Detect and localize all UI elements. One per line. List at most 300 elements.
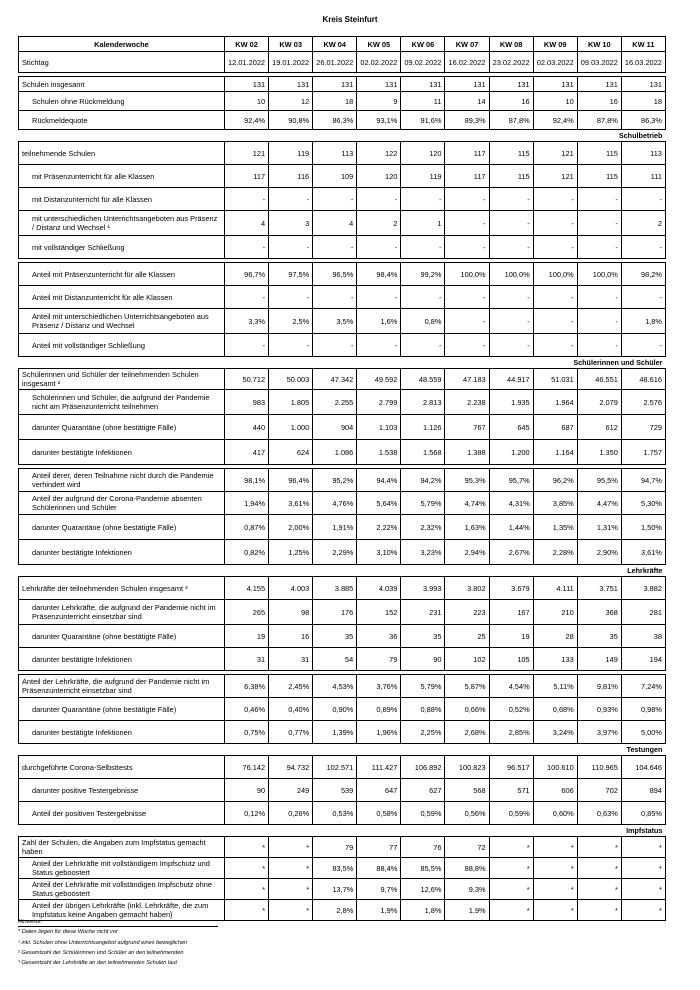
value-cell: 9,7%	[357, 879, 401, 900]
value-cell: *	[489, 900, 533, 921]
value-cell: 44.917	[489, 369, 533, 390]
value-cell: 729	[621, 415, 665, 440]
stichtag-row	[19, 52, 666, 73]
notes-heading: Hinweise:	[18, 919, 43, 925]
row-label: darunter Lehrkräfte, die aufgrund der Pandemie nicht im Präsenzunterricht einsetzbar sind	[19, 600, 225, 625]
value-cell: 3.802	[445, 577, 489, 600]
value-cell: 96,7%	[225, 263, 269, 286]
value-cell: 0,56%	[445, 802, 489, 825]
row-label: Rückmeldequote	[19, 111, 225, 130]
row-label: Anteil mit Distanzunterricht für alle Klassen	[19, 286, 225, 309]
header-week: KW 09	[533, 37, 577, 52]
value-cell: 1,94%	[225, 492, 269, 515]
value-cell: -	[489, 334, 533, 357]
row-label: darunter bestätigte Infektionen	[19, 721, 225, 744]
value-cell: 92,4%	[533, 111, 577, 130]
value-cell: 1,39%	[313, 721, 357, 744]
footnote-divider	[18, 926, 218, 927]
value-cell: 1,9%	[445, 900, 489, 921]
value-cell: 2,29%	[313, 540, 357, 565]
value-cell: 3,3%	[225, 309, 269, 334]
value-cell: -	[225, 188, 269, 211]
value-cell: *	[269, 900, 313, 921]
value-cell: 4.111	[533, 577, 577, 600]
value-cell: 79	[357, 648, 401, 671]
table-row	[19, 756, 666, 779]
value-cell: 2,68%	[445, 721, 489, 744]
value-cell: 1.000	[269, 415, 313, 440]
value-cell: 0,98%	[621, 698, 665, 721]
value-cell: 0,75%	[225, 721, 269, 744]
header-label: Kalenderwoche	[19, 37, 225, 52]
section-title: Lehrkräfte	[19, 565, 666, 577]
value-cell: 85,5%	[401, 858, 445, 879]
value-cell: 647	[357, 779, 401, 802]
value-cell: 96,5%	[313, 263, 357, 286]
value-cell: 87,8%	[577, 111, 621, 130]
value-cell: 9,3%	[445, 879, 489, 900]
row-label: Schülerinnen und Schüler der teilnehmenden Schulen insgesamt ²	[19, 369, 225, 390]
value-cell: 95,7%	[489, 469, 533, 492]
value-cell: 702	[577, 779, 621, 802]
table-row	[19, 802, 666, 825]
value-cell: -	[489, 309, 533, 334]
table-row	[19, 77, 666, 92]
value-cell: 97,5%	[269, 263, 313, 286]
value-cell: 50.712	[225, 369, 269, 390]
value-cell: -	[533, 236, 577, 259]
value-cell: -	[621, 286, 665, 309]
header-week: KW 04	[313, 37, 357, 52]
value-cell: 1,31%	[577, 515, 621, 540]
value-cell: 0,59%	[401, 802, 445, 825]
table-row	[19, 515, 666, 540]
header-week: KW 03	[269, 37, 313, 52]
value-cell: 223	[445, 600, 489, 625]
stichtag-date: 02.03.2022	[533, 52, 577, 73]
value-cell: 86,3%	[313, 111, 357, 130]
row-label: Anteil der Lehrkräfte mit vollständigen Impfschutz ohne Status geboostert	[19, 879, 225, 900]
value-cell: 368	[577, 600, 621, 625]
value-cell: 90	[225, 779, 269, 802]
row-label: Anteil mit unterschiedlichen Unterrichtsangeboten aus Präsenz / Distanz und Wechsel	[19, 309, 225, 334]
table-row	[19, 469, 666, 492]
value-cell: 0,90%	[313, 698, 357, 721]
value-cell: 167	[489, 600, 533, 625]
value-cell: 2,45%	[269, 675, 313, 698]
header-week: KW 11	[621, 37, 665, 52]
row-label: Zahl der Schulen, die Angaben zum Impfstatus gemacht haben	[19, 837, 225, 858]
value-cell: 4,74%	[445, 492, 489, 515]
value-cell: 571	[489, 779, 533, 802]
value-cell: -	[269, 334, 313, 357]
value-cell: 102.571	[313, 756, 357, 779]
value-cell: *	[621, 879, 665, 900]
table-row	[19, 492, 666, 515]
value-cell: -	[357, 334, 401, 357]
table-row	[19, 698, 666, 721]
value-cell: 88,8%	[445, 858, 489, 879]
value-cell: *	[577, 900, 621, 921]
value-cell: 14	[445, 92, 489, 111]
value-cell: 102	[445, 648, 489, 671]
value-cell: 89,3%	[445, 111, 489, 130]
value-cell: -	[577, 309, 621, 334]
value-cell: 31	[269, 648, 313, 671]
value-cell: *	[533, 900, 577, 921]
section-title: Impfstatus	[19, 825, 666, 837]
value-cell: -	[489, 236, 533, 259]
value-cell: 35	[401, 625, 445, 648]
value-cell: 1.164	[533, 440, 577, 465]
value-cell: -	[225, 286, 269, 309]
value-cell: 0,68%	[533, 698, 577, 721]
value-cell: 90,8%	[269, 111, 313, 130]
stichtag-date: 09.03.2022	[577, 52, 621, 73]
value-cell: -	[577, 236, 621, 259]
value-cell: 110.965	[577, 756, 621, 779]
table-row	[19, 648, 666, 671]
value-cell: 50.003	[269, 369, 313, 390]
value-cell: 568	[445, 779, 489, 802]
value-cell: 4	[225, 211, 269, 236]
table-row	[19, 111, 666, 130]
value-cell: 54	[313, 648, 357, 671]
value-cell: 5,64%	[357, 492, 401, 515]
value-cell: 5,79%	[401, 675, 445, 698]
value-cell: 100,0%	[489, 263, 533, 286]
value-cell: 35	[577, 625, 621, 648]
section-title: Schulbetrieb	[19, 130, 666, 142]
value-cell: 1.126	[401, 415, 445, 440]
value-cell: 100,0%	[445, 263, 489, 286]
table-row	[19, 779, 666, 802]
value-cell: *	[225, 879, 269, 900]
value-cell: -	[225, 236, 269, 259]
value-cell: 87,8%	[489, 111, 533, 130]
value-cell: 94,7%	[621, 469, 665, 492]
value-cell: 119	[401, 165, 445, 188]
section-title: Testungen	[19, 744, 666, 756]
table-row	[19, 188, 666, 211]
value-cell: 79	[313, 837, 357, 858]
row-label: Anteil der Lehrkräfte mit vollständigem Impfschutz und Status geboostert	[19, 858, 225, 879]
value-cell: 2.079	[577, 390, 621, 415]
row-label: Schulen ohne Rückmeldung	[19, 92, 225, 111]
value-cell: 1.086	[313, 440, 357, 465]
value-cell: 645	[489, 415, 533, 440]
value-cell: 77	[357, 837, 401, 858]
value-cell: 1.538	[357, 440, 401, 465]
value-cell: -	[577, 211, 621, 236]
value-cell: 265	[225, 600, 269, 625]
value-cell: 0,8%	[401, 309, 445, 334]
value-cell: 894	[621, 779, 665, 802]
value-cell: 2,32%	[401, 515, 445, 540]
footnotes	[18, 917, 187, 968]
value-cell: 120	[401, 142, 445, 165]
row-label: darunter bestätigte Infektionen	[19, 540, 225, 565]
stichtag-date: 09.02.2022	[401, 52, 445, 73]
value-cell: 2,00%	[269, 515, 313, 540]
value-cell: 3,61%	[269, 492, 313, 515]
value-cell: 7,24%	[621, 675, 665, 698]
value-cell: 100.610	[533, 756, 577, 779]
table-row	[19, 675, 666, 698]
value-cell: 95,5%	[577, 469, 621, 492]
value-cell: 5,11%	[533, 675, 577, 698]
value-cell: -	[357, 286, 401, 309]
table-row	[19, 858, 666, 879]
table-row	[19, 600, 666, 625]
value-cell: 48.559	[401, 369, 445, 390]
value-cell: 0,85%	[621, 802, 665, 825]
value-cell: 2.576	[621, 390, 665, 415]
value-cell: *	[577, 879, 621, 900]
row-label: Anteil der aufgrund der Corona-Pandemie absenten Schülerinnen und Schüler	[19, 492, 225, 515]
value-cell: *	[225, 837, 269, 858]
value-cell: -	[313, 236, 357, 259]
value-cell: -	[489, 286, 533, 309]
value-cell: 3	[269, 211, 313, 236]
value-cell: 93,1%	[357, 111, 401, 130]
value-cell: 100.823	[445, 756, 489, 779]
row-label: mit unterschiedlichen Unterrichtsangeboten aus Präsenz / Distanz und Wechsel ¹	[19, 211, 225, 236]
table-row	[19, 369, 666, 390]
value-cell: 94.732	[269, 756, 313, 779]
row-label: Anteil derer, deren Teilnahme nicht durch die Pandemie verhindert wird	[19, 469, 225, 492]
section-header-row	[19, 825, 666, 837]
value-cell: 4.003	[269, 577, 313, 600]
table-body	[19, 52, 666, 921]
value-cell: 115	[577, 142, 621, 165]
value-cell: 440	[225, 415, 269, 440]
value-cell: 121	[225, 142, 269, 165]
value-cell: 3,23%	[401, 540, 445, 565]
value-cell: -	[445, 236, 489, 259]
value-cell: 0,77%	[269, 721, 313, 744]
value-cell: -	[445, 309, 489, 334]
value-cell: *	[621, 900, 665, 921]
value-cell: 95,2%	[313, 469, 357, 492]
value-cell: -	[533, 309, 577, 334]
value-cell: 0,63%	[577, 802, 621, 825]
value-cell: 9	[357, 92, 401, 111]
value-cell: 133	[533, 648, 577, 671]
value-cell: 98,4%	[357, 263, 401, 286]
value-cell: 116	[269, 165, 313, 188]
value-cell: -	[621, 236, 665, 259]
value-cell: -	[401, 286, 445, 309]
table-row	[19, 286, 666, 309]
value-cell: 18	[621, 92, 665, 111]
row-label: Anteil der Lehrkräfte, die aufgrund der Pandemie nicht im Präsenzunterricht einsetzbar sind	[19, 675, 225, 698]
row-label: Anteil der übrigen Lehrkräfte (inkl. Lehrkräfte, die zum Impfstatus keine Angaben gemacht haben)	[19, 900, 225, 921]
row-label: darunter positive Testergebnisse	[19, 779, 225, 802]
value-cell: 176	[313, 600, 357, 625]
footnote: ¹ inkl. Schulen ohne Unterrichtsangebot aufgrund eines beweglichen	[18, 939, 188, 946]
value-cell: 606	[533, 779, 577, 802]
row-label: mit Distanzunterricht für alle Klassen	[19, 188, 225, 211]
value-cell: 1.200	[489, 440, 533, 465]
value-cell: 104.646	[621, 756, 665, 779]
footnote: ³ Gesamtzahl der Lehrkräfte an den teilnehmenden Schulen laut	[18, 960, 177, 967]
value-cell: 91,6%	[401, 111, 445, 130]
table-row	[19, 440, 666, 465]
value-cell: 117	[225, 165, 269, 188]
row-label: durchgeführte Corona-Selbsttests	[19, 756, 225, 779]
value-cell: 76.142	[225, 756, 269, 779]
value-cell: -	[401, 188, 445, 211]
stichtag-date: 26.01.2022	[313, 52, 357, 73]
value-cell: 94,2%	[401, 469, 445, 492]
value-cell: 12	[269, 92, 313, 111]
value-cell: -	[445, 334, 489, 357]
value-cell: 13,7%	[313, 879, 357, 900]
value-cell: 3.993	[401, 577, 445, 600]
value-cell: 25	[445, 625, 489, 648]
value-cell: 95,3%	[445, 469, 489, 492]
value-cell: 1,9%	[357, 900, 401, 921]
value-cell: 131	[269, 77, 313, 92]
value-cell: 0,87%	[225, 515, 269, 540]
value-cell: 10	[533, 92, 577, 111]
table-row	[19, 721, 666, 744]
value-cell: 111.427	[357, 756, 401, 779]
value-cell: 18	[313, 92, 357, 111]
value-cell: -	[533, 188, 577, 211]
value-cell: 417	[225, 440, 269, 465]
header-week: KW 07	[445, 37, 489, 52]
value-cell: -	[445, 188, 489, 211]
table-row	[19, 415, 666, 440]
table-row	[19, 334, 666, 357]
value-cell: -	[489, 188, 533, 211]
value-cell: 0,46%	[225, 698, 269, 721]
value-cell: 96.517	[489, 756, 533, 779]
value-cell: 3.885	[313, 577, 357, 600]
value-cell: -	[313, 188, 357, 211]
value-cell: 767	[445, 415, 489, 440]
value-cell: 983	[225, 390, 269, 415]
row-label: darunter Quarantäne (ohne bestätigte Fälle)	[19, 625, 225, 648]
value-cell: 2.799	[357, 390, 401, 415]
value-cell: 0,60%	[533, 802, 577, 825]
value-cell: 4	[313, 211, 357, 236]
value-cell: 4,31%	[489, 492, 533, 515]
value-cell: 131	[313, 77, 357, 92]
value-cell: -	[445, 286, 489, 309]
value-cell: 539	[313, 779, 357, 802]
value-cell: 1.964	[533, 390, 577, 415]
header-week: KW 08	[489, 37, 533, 52]
value-cell: -	[489, 211, 533, 236]
value-cell: 1,8%	[401, 900, 445, 921]
value-cell: 2,5%	[269, 309, 313, 334]
value-cell: 131	[533, 77, 577, 92]
value-cell: 152	[357, 600, 401, 625]
value-cell: 3.679	[489, 577, 533, 600]
value-cell: 231	[401, 600, 445, 625]
value-cell: -	[533, 211, 577, 236]
value-cell: 3,24%	[533, 721, 577, 744]
value-cell: 83,5%	[313, 858, 357, 879]
value-cell: 281	[621, 600, 665, 625]
value-cell: 3.751	[577, 577, 621, 600]
value-cell: 98,2%	[621, 263, 665, 286]
value-cell: 0,66%	[445, 698, 489, 721]
value-cell: 36	[357, 625, 401, 648]
value-cell: 624	[269, 440, 313, 465]
value-cell: 1,91%	[313, 515, 357, 540]
row-label: darunter bestätigte Infektionen	[19, 648, 225, 671]
value-cell: 3,76%	[357, 675, 401, 698]
value-cell: 92,4%	[225, 111, 269, 130]
value-cell: *	[225, 858, 269, 879]
value-cell: 121	[533, 165, 577, 188]
value-cell: 1,25%	[269, 540, 313, 565]
table-row	[19, 142, 666, 165]
value-cell: -	[533, 286, 577, 309]
value-cell: -	[357, 236, 401, 259]
value-cell: 1,96%	[357, 721, 401, 744]
row-label: Lehrkräfte der teilnehmenden Schulen insgesamt ³	[19, 577, 225, 600]
value-cell: 4,54%	[489, 675, 533, 698]
value-cell: 1.103	[357, 415, 401, 440]
value-cell: -	[621, 334, 665, 357]
value-cell: 115	[489, 142, 533, 165]
value-cell: 1,50%	[621, 515, 665, 540]
value-cell: 90	[401, 648, 445, 671]
row-label: darunter Quarantäne (ohne bestätigte Fälle)	[19, 515, 225, 540]
row-label: Anteil der positiven Testergebnisse	[19, 802, 225, 825]
report-title: Kreis Steinfurt	[322, 15, 378, 24]
value-cell: 2,8%	[313, 900, 357, 921]
value-cell: 2	[357, 211, 401, 236]
value-cell: *	[577, 837, 621, 858]
section-header-row	[19, 744, 666, 756]
header-week: KW 05	[357, 37, 401, 52]
value-cell: 2,90%	[577, 540, 621, 565]
value-cell: 5,00%	[621, 721, 665, 744]
value-cell: 131	[621, 77, 665, 92]
value-cell: 9,81%	[577, 675, 621, 698]
value-cell: 96,4%	[269, 469, 313, 492]
value-cell: -	[313, 286, 357, 309]
row-label: mit vollständiger Schließung	[19, 236, 225, 259]
value-cell: 4,53%	[313, 675, 357, 698]
value-cell: 113	[621, 142, 665, 165]
value-cell: *	[621, 837, 665, 858]
stichtag-date: 12.01.2022	[225, 52, 269, 73]
value-cell: 122	[357, 142, 401, 165]
value-cell: 117	[445, 165, 489, 188]
table-row	[19, 236, 666, 259]
section-header-row	[19, 357, 666, 369]
value-cell: 28	[533, 625, 577, 648]
value-cell: 51.031	[533, 369, 577, 390]
table-row	[19, 92, 666, 111]
header-week: KW 10	[577, 37, 621, 52]
stichtag-date: 16.03.2022	[621, 52, 665, 73]
value-cell: 2.255	[313, 390, 357, 415]
value-cell: 0,58%	[357, 802, 401, 825]
header-week: KW 02	[225, 37, 269, 52]
value-cell: 48.616	[621, 369, 665, 390]
value-cell: -	[269, 188, 313, 211]
value-cell: 76	[401, 837, 445, 858]
value-cell: 210	[533, 600, 577, 625]
